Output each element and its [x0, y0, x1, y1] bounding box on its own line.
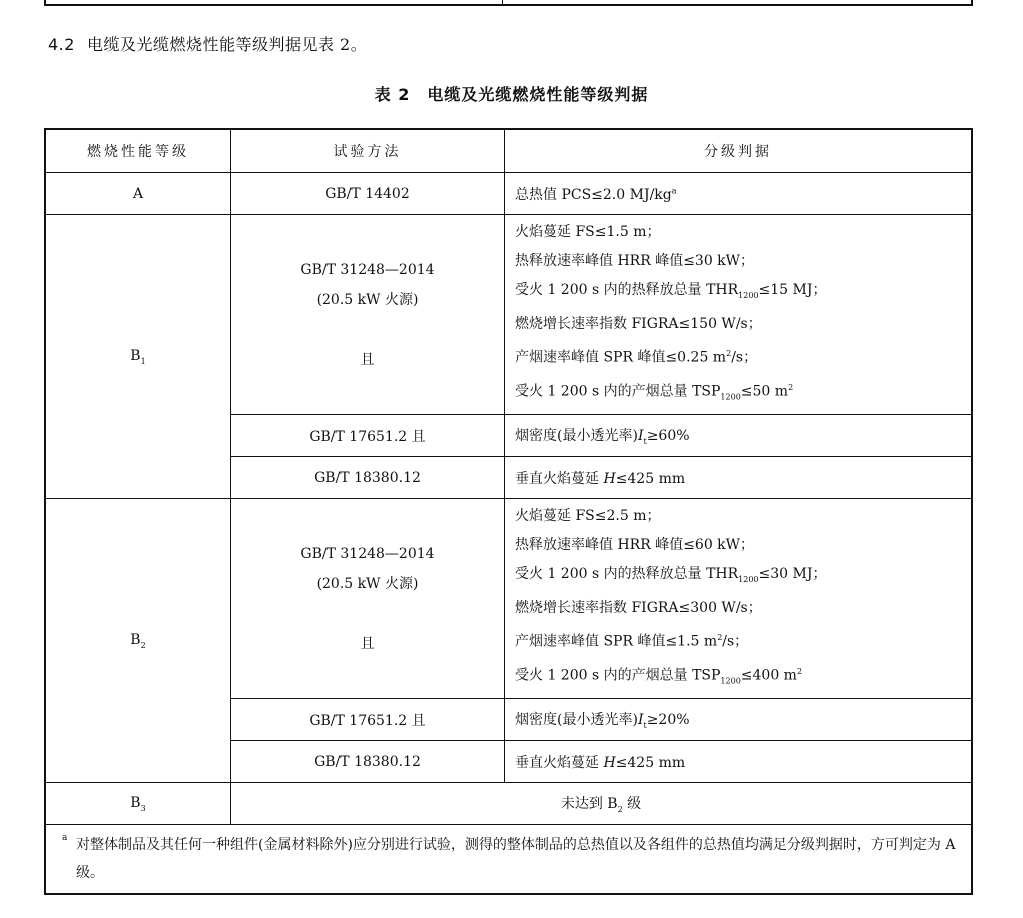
table-header-row	[45, 129, 972, 173]
footnote	[45, 825, 972, 895]
grade-cell	[45, 215, 231, 499]
method-cell: GB/T 18380.12	[231, 457, 505, 499]
method-line: (20.5 kW 火源)	[316, 291, 419, 308]
grade-text: B	[130, 794, 141, 811]
grade-cell: A	[45, 173, 231, 215]
grade-text: B	[130, 347, 141, 364]
footnote-text: 对整体制品及其任何一种组件(金属材料除外)应分别进行试验，测得的整体制品的总热值以及各组件的总热值均满足分级判据时，方可判定为 A 级。	[76, 837, 956, 881]
criterion-cell: 垂直火焰蔓延 H≤425 mm	[505, 457, 973, 499]
header-grade: 燃烧性能等级	[45, 129, 231, 173]
method-line: (20.5 kW 火源)	[316, 575, 419, 592]
criterion-cell: 烟密度(最小透光率)$I_t\ge 60\%$	[505, 415, 973, 457]
table-caption: 表 2 电缆及光缆燃烧性能等级判据	[374, 85, 649, 104]
method-cell: GB/T 18380.12	[231, 741, 505, 783]
criterion-line: 火焰蔓延 FS≤2.5 m；	[515, 508, 661, 525]
grade-text: B	[130, 631, 141, 648]
criterion-line: 产烟速率峰值 SPR 峰值≤1.5 $m^2/s$；	[515, 632, 749, 650]
criterion-cell: 未达到 $B_2$ 级	[231, 783, 973, 825]
grade-subscript: 2	[140, 640, 146, 650]
criteria-table	[44, 128, 973, 895]
header-criterion: 分级判据	[505, 129, 973, 173]
criterion-cell	[505, 499, 973, 699]
criterion-cell	[505, 215, 973, 415]
table-row	[45, 173, 972, 215]
section-paragraph	[48, 32, 367, 55]
table-row	[45, 215, 972, 415]
method-line: GB/T 31248—2014	[300, 261, 435, 278]
grade-subscript: 1	[140, 356, 146, 366]
criterion-line: 热释放速率峰值 HRR 峰值≤60 kW；	[515, 537, 755, 554]
grade-subscript: 3	[140, 803, 146, 813]
table-row	[45, 783, 972, 825]
method-line: 且	[360, 635, 375, 652]
method-line: GB/T 31248—2014	[300, 545, 435, 562]
section-number: 4.2	[48, 35, 75, 54]
footnote-mark: a	[671, 185, 677, 195]
grade-cell	[45, 783, 231, 825]
grade-cell	[45, 499, 231, 783]
previous-table-edge	[44, 0, 973, 6]
method-cell: GB/T 17651.2 且	[231, 699, 505, 741]
criterion-line: 燃烧增长速率指数 FIGRA≤300 W/s；	[515, 599, 762, 616]
criterion-cell: 烟密度(最小透光率)$I_t\ge 20\%$	[505, 699, 973, 741]
section-text: 电缆及光缆燃烧性能等级判据见表 2。	[86, 35, 368, 54]
method-cell: GB/T 17651.2 且	[231, 415, 505, 457]
method-cell: GB/T 14402	[231, 173, 505, 215]
criterion-line: 热释放速率峰值 HRR 峰值≤30 kW；	[515, 253, 755, 270]
footnote-row	[45, 825, 972, 895]
criterion-line: 受火 1 200 s 内的热释放总量 $THR_{1200}\le 15$ MJ；	[515, 282, 827, 300]
method-cell	[231, 215, 505, 415]
criterion-text: 总热值 PCS≤2.0 MJ/kg	[515, 186, 672, 203]
criterion-cell: 垂直火焰蔓延 H≤425 mm	[505, 741, 973, 783]
criterion-line: 受火 1 200 s 内的产烟总量 $TSP_{1200}\le 400$ $m^2$	[515, 666, 803, 685]
criterion-line: 燃烧增长速率指数 FIGRA≤150 W/s；	[515, 315, 762, 332]
method-line: 且	[360, 351, 375, 368]
criterion-line: 受火 1 200 s 内的产烟总量 $TSP_{1200}\le 50$ $m^2$	[515, 382, 794, 401]
criterion-line: 受火 1 200 s 内的热释放总量 $THR_{1200}\le 30$ MJ；	[515, 566, 827, 584]
criterion-line: 产烟速率峰值 SPR 峰值≤0.25 $m^2/s$；	[515, 348, 758, 366]
header-method: 试验方法	[231, 129, 505, 173]
criterion-cell	[505, 173, 973, 215]
criterion-line: 火焰蔓延 FS≤1.5 m；	[515, 224, 661, 241]
footnote-mark: a	[62, 833, 68, 843]
method-cell	[231, 499, 505, 699]
table-row	[45, 499, 972, 699]
